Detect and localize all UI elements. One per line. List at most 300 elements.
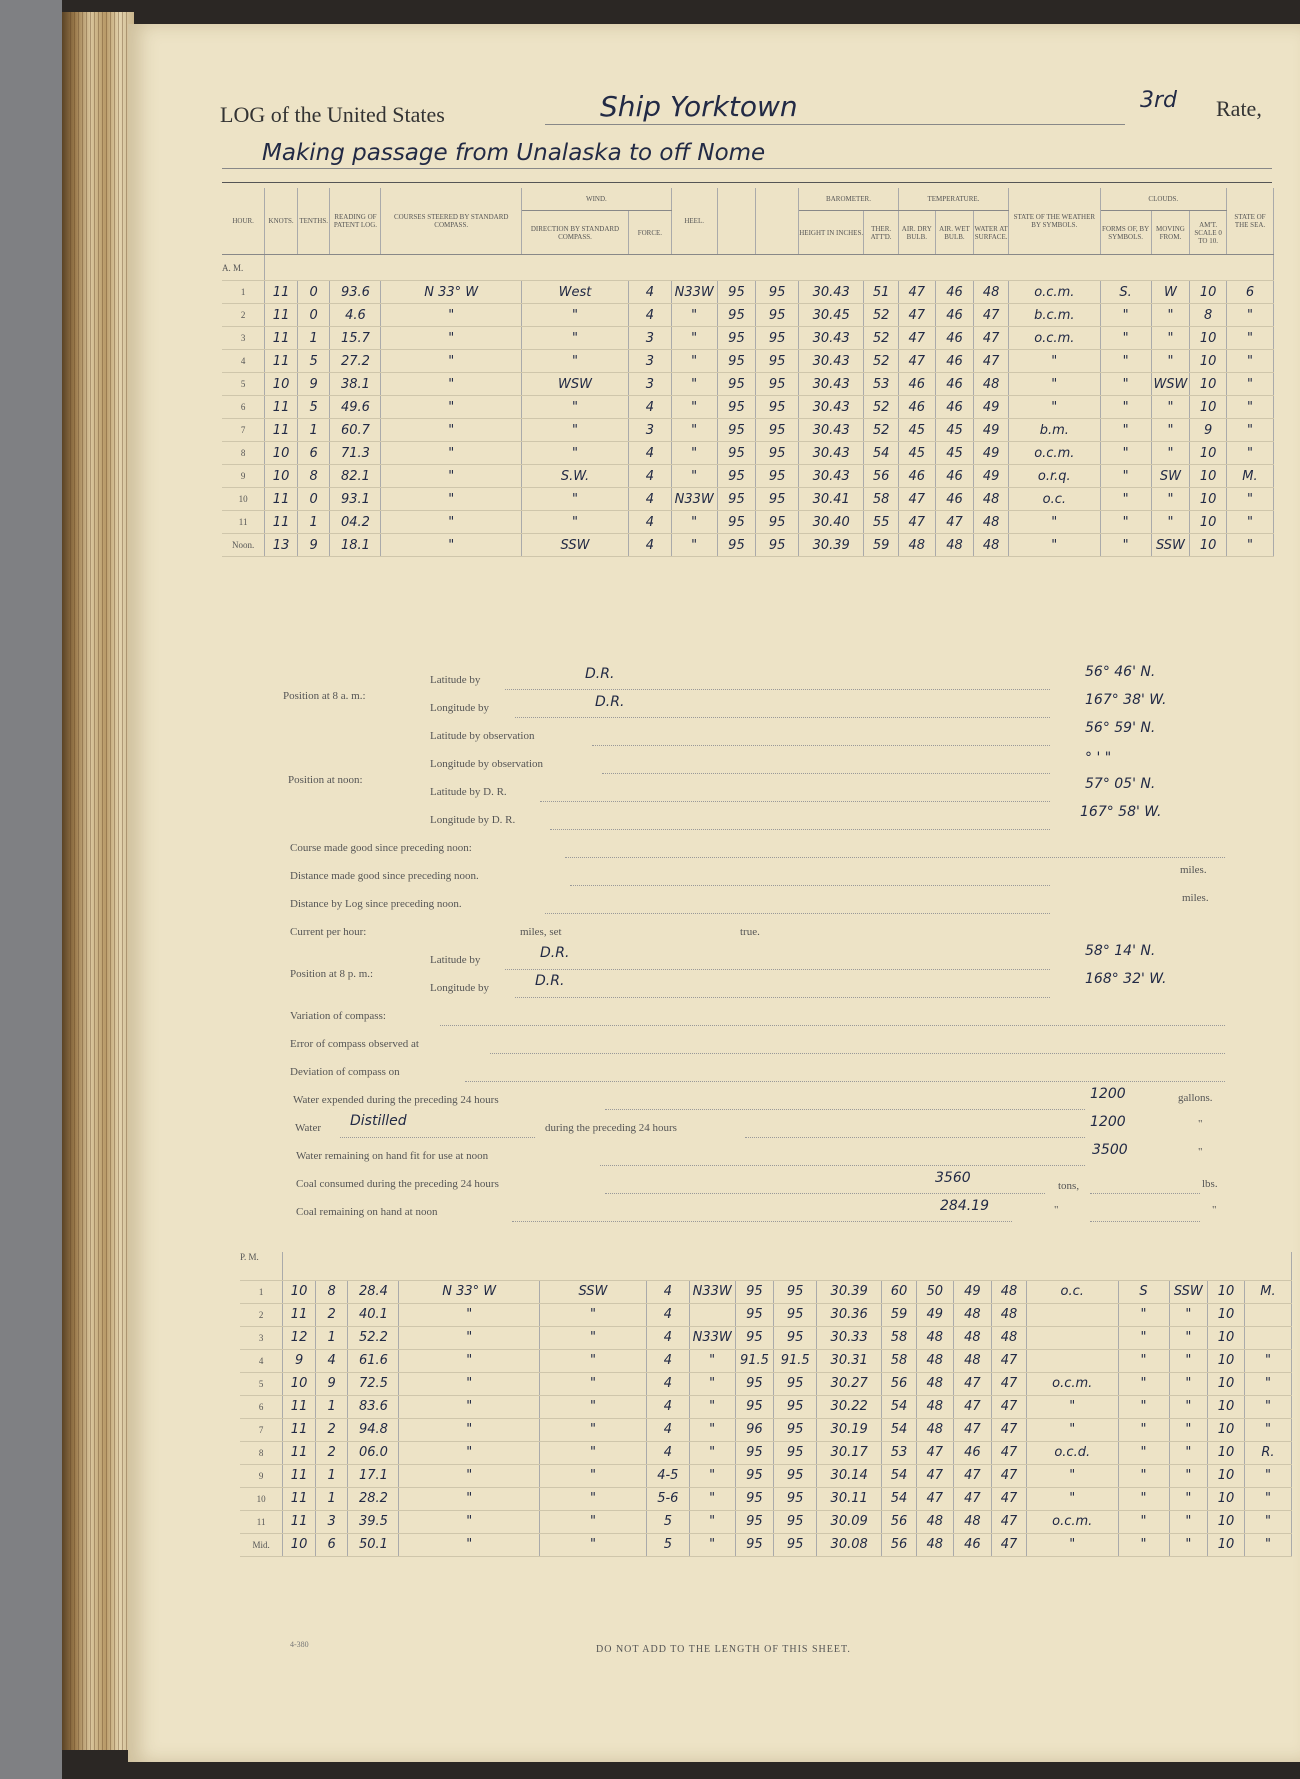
pm-log-row-cell: 48 (953, 1326, 992, 1349)
pm-log-row-cell: SSW (1169, 1280, 1208, 1303)
pm-log-row-cell: 28.2 (348, 1487, 399, 1510)
am-log-row-cell: 47 (974, 304, 1009, 327)
am-log-row-cell: " (1226, 304, 1273, 327)
lat-obs-value: 56° 59' N. (1085, 720, 1156, 736)
pm-log-row-cell: " (1118, 1464, 1169, 1487)
water-remaining-value: 3500 (1092, 1142, 1128, 1158)
pm-log-row-cell: " (1169, 1349, 1208, 1372)
am-log-row-cell: " (1100, 465, 1151, 488)
am-log-row-cell: 1 (222, 281, 265, 304)
pm-log-row-cell: 72.5 (348, 1372, 399, 1395)
pm-log-row-cell: " (1169, 1533, 1208, 1556)
pm-log-row-cell: " (1169, 1487, 1208, 1510)
am-log-row-cell: 10 (265, 465, 298, 488)
table-top-rule (222, 182, 1272, 183)
lon-obs-value: ° ' " (1085, 750, 1112, 766)
pm-log-row-cell: 47 (916, 1464, 953, 1487)
am-log-row-cell: 46 (935, 488, 974, 511)
am-log-row (222, 419, 1274, 442)
am-log-row-cell: 3 (628, 373, 671, 396)
am-log-row-cell: " (1100, 419, 1151, 442)
am-log-row-cell: " (1100, 511, 1151, 534)
lon-dr-line (550, 828, 1050, 830)
am-log-row (222, 350, 1274, 373)
pm-log-row-cell: 47 (992, 1487, 1027, 1510)
pm-log-row-cell: " (689, 1395, 735, 1418)
pm-log-row-cell: 11 (283, 1510, 316, 1533)
am-log-row-cell: 8 (1190, 304, 1227, 327)
am-log-row-cell: S.W. (522, 465, 629, 488)
pm-log-row-cell: o.c. (1026, 1280, 1118, 1303)
am-log-row-cell: " (671, 373, 717, 396)
pm-log-row-cell: " (1118, 1303, 1169, 1326)
am-log-row-cell: 5 (297, 396, 330, 419)
col-barometer: BAROMETER. (799, 188, 899, 211)
pm-log-row-cell: 10 (283, 1372, 316, 1395)
water-distilled-line (340, 1136, 535, 1138)
pm-log-row-cell: 39.5 (348, 1510, 399, 1533)
pm-log-row-cell: 30.33 (817, 1326, 882, 1349)
am-log-row-cell: 4 (628, 304, 671, 327)
pm-log-row-cell: 95 (774, 1464, 817, 1487)
lon-8pm-method: D.R. (535, 973, 565, 989)
pm-log-row-cell: 56 (882, 1372, 917, 1395)
pm-log-row-cell: 47 (992, 1418, 1027, 1441)
am-log-row-cell: " (381, 373, 522, 396)
pm-log-row (240, 1441, 1292, 1464)
form-code: 4-380 (290, 1640, 309, 1649)
pm-log-row-cell: " (689, 1418, 735, 1441)
pm-log-row-cell: 1 (240, 1280, 283, 1303)
am-log-row-cell: 13 (265, 534, 298, 557)
am-log-row-cell: 6 (222, 396, 265, 419)
am-log-row-cell: 30.43 (799, 419, 864, 442)
pm-log-row-cell: R. (1244, 1441, 1291, 1464)
pm-log-row-cell: " (1169, 1418, 1208, 1441)
am-log-row-cell: " (671, 534, 717, 557)
am-log-row-cell: SW (1151, 465, 1190, 488)
pm-log-row-cell: 11 (283, 1395, 316, 1418)
water-remaining-label: Water remaining on hand fit for use at noon (296, 1150, 489, 1162)
pm-log-row-cell: 1 (315, 1326, 348, 1349)
title-underline (545, 124, 1125, 125)
pm-log-row-cell: 10 (240, 1487, 283, 1510)
am-log-row-cell: 93.6 (330, 281, 381, 304)
col-amount: AM'T. SCALE 0 TO 10. (1190, 211, 1227, 255)
pm-log-row-cell: 47 (992, 1349, 1027, 1372)
am-log-row-cell: 10 (222, 488, 265, 511)
pm-log-row-cell: 48 (992, 1303, 1027, 1326)
pm-log-row-cell: " (1118, 1441, 1169, 1464)
am-log-row-cell: 95 (717, 373, 756, 396)
pm-log-row-cell: " (539, 1418, 646, 1441)
am-log-row-cell: 95 (717, 419, 756, 442)
pm-log-row-cell: 95 (735, 1487, 774, 1510)
pm-log-row-cell: 95 (735, 1280, 774, 1303)
pm-log-row-cell: 10 (1208, 1418, 1245, 1441)
am-log-row-cell: 10 (1190, 327, 1227, 350)
pm-log-row-cell: 48 (916, 1418, 953, 1441)
coal-consumed-line (605, 1192, 1045, 1194)
pm-log-row-cell: 11 (283, 1418, 316, 1441)
pm-log-row-cell: 10 (283, 1533, 316, 1556)
distance-made-label: Distance made good since preceding noon. (290, 870, 479, 882)
book-page-edges-lines (70, 12, 130, 1750)
footer-notice: DO NOT ADD TO THE LENGTH OF THIS SHEET. (596, 1644, 851, 1655)
am-log-row-cell: " (522, 327, 629, 350)
pm-log-row-cell: 30.22 (817, 1395, 882, 1418)
lon-8am-line (515, 716, 1050, 718)
am-log-row-cell: 10 (1190, 488, 1227, 511)
pm-log-row-cell: 91.5 (735, 1349, 774, 1372)
pm-log-row-cell: 48 (916, 1349, 953, 1372)
pm-log-row-cell: " (1169, 1303, 1208, 1326)
am-log-row-cell: 47 (898, 511, 935, 534)
am-log-row-cell: 45 (898, 442, 935, 465)
am-log-row-cell: 46 (898, 396, 935, 419)
coal-remaining-value: 284.19 (940, 1198, 989, 1214)
am-log-row-cell: 58 (864, 488, 899, 511)
pm-log-row-cell: 6 (315, 1533, 348, 1556)
am-log-row-cell: 38.1 (330, 373, 381, 396)
pm-log-row-cell: 30.09 (817, 1510, 882, 1533)
lbs-line (1090, 1192, 1200, 1194)
am-log-row-cell: W (1151, 281, 1190, 304)
am-log-row-cell: 30.45 (799, 304, 864, 327)
lat-obs-line (592, 744, 1050, 746)
am-log-row-cell: " (1100, 442, 1151, 465)
pm-log-row-cell: 47 (992, 1372, 1027, 1395)
pm-log-row-cell: 96 (735, 1418, 774, 1441)
am-log-row-cell: 95 (717, 281, 756, 304)
rate-label: Rate, (1216, 96, 1262, 121)
pm-log-row-cell: 4 (646, 1395, 689, 1418)
pm-log-row-cell: 5 (646, 1533, 689, 1556)
pm-log-row-cell: " (1244, 1510, 1291, 1533)
am-log-row-cell: 51 (864, 281, 899, 304)
am-log-row-cell: 95 (756, 396, 799, 419)
am-log-row-cell: S. (1100, 281, 1151, 304)
am-log-row-cell: " (671, 511, 717, 534)
pm-log-row-cell: 54 (882, 1487, 917, 1510)
pm-log-row-cell: " (689, 1533, 735, 1556)
am-log-row (222, 442, 1274, 465)
am-log-row-cell: " (1226, 442, 1273, 465)
pm-log-row-cell: 56 (882, 1533, 917, 1556)
col-wet-bulb: AIR. WET BULB. (935, 211, 974, 255)
am-log-row-cell: 6 (297, 442, 330, 465)
am-log-row-cell: N 33° W (381, 281, 522, 304)
am-log-row-cell: 3 (628, 327, 671, 350)
pm-log-row-cell: 30.19 (817, 1418, 882, 1441)
col-dry-bulb: AIR. DRY BULB. (898, 211, 935, 255)
am-log-row (222, 511, 1274, 534)
pm-log-row-cell: 10 (1208, 1349, 1245, 1372)
pm-log-row-cell: 2 (240, 1303, 283, 1326)
am-log-row-cell: 18.1 (330, 534, 381, 557)
lon-8pm-label: Longitude by (430, 982, 489, 994)
am-log-row-cell: 53 (864, 373, 899, 396)
pm-log-row-cell: 3 (315, 1510, 348, 1533)
pm-log-row-cell: 2 (315, 1441, 348, 1464)
am-log-row-cell: " (1226, 327, 1273, 350)
am-log-row-cell: 82.1 (330, 465, 381, 488)
pm-log-row-cell: " (539, 1303, 646, 1326)
am-log-row-cell: 95 (717, 465, 756, 488)
pm-log-row-cell: 95 (774, 1372, 817, 1395)
am-log-row-cell: 95 (717, 350, 756, 373)
am-log-row-cell: 0 (297, 281, 330, 304)
position-8pm-label: Position at 8 p. m.: (290, 968, 374, 980)
am-log-row-cell: M. (1226, 465, 1273, 488)
pm-log-row-cell: 12 (283, 1326, 316, 1349)
pm-log-row-cell: 95 (774, 1303, 817, 1326)
coal-consumed-value: 3560 (935, 1170, 971, 1186)
pm-log-row-cell: 95 (735, 1464, 774, 1487)
lat-8pm-line (505, 968, 1050, 970)
am-log-row-cell: 4.6 (330, 304, 381, 327)
pm-log-row-cell: " (399, 1441, 540, 1464)
am-log-row-cell: 95 (717, 488, 756, 511)
lat-dr-value: 57° 05' N. (1085, 776, 1156, 792)
error-line (490, 1052, 1225, 1054)
am-log-row-cell: 46 (935, 396, 974, 419)
pm-log-row-cell: " (1118, 1372, 1169, 1395)
am-log-row-cell: 04.2 (330, 511, 381, 534)
am-log-row-cell: SSW (1151, 534, 1190, 557)
pm-log-row-cell: " (399, 1487, 540, 1510)
am-log-row-cell: 95 (717, 396, 756, 419)
pm-log-row-cell (1244, 1326, 1291, 1349)
col-wind-force: FORCE. (628, 211, 671, 255)
pm-log-row-cell: 10 (1208, 1372, 1245, 1395)
pm-log-row-cell: " (1118, 1533, 1169, 1556)
pm-log-row-cell: 95 (735, 1533, 774, 1556)
pm-log-row-cell: " (1026, 1464, 1118, 1487)
am-log-row-cell: 30.39 (799, 534, 864, 557)
am-log-row-cell: " (522, 350, 629, 373)
am-log-row-cell: " (381, 511, 522, 534)
pm-log-row-cell: 47 (916, 1441, 953, 1464)
coal-remaining-line (512, 1220, 1012, 1222)
am-log-row-cell: 10 (1190, 534, 1227, 557)
pm-log-row-cell: 10 (1208, 1326, 1245, 1349)
am-log-row-cell: " (1226, 396, 1273, 419)
am-log-row-cell: 11 (265, 304, 298, 327)
am-log-row-cell: 10 (1190, 396, 1227, 419)
pm-log-row-cell: 83.6 (348, 1395, 399, 1418)
col-blank-a (717, 188, 756, 255)
lat-8pm-method: D.R. (540, 945, 570, 961)
pm-log-row-cell: S (1118, 1280, 1169, 1303)
am-log-row-cell: 95 (717, 534, 756, 557)
pm-log-row-cell: 48 (916, 1533, 953, 1556)
pm-label: P. M. (240, 1252, 283, 1280)
pm-log-row-cell: 60 (882, 1280, 917, 1303)
lat-dr-line (540, 800, 1050, 802)
pm-log-row-cell (1026, 1326, 1118, 1349)
am-log-row-cell: o.c.m. (1008, 281, 1100, 304)
am-log-row-cell: 4 (222, 350, 265, 373)
am-log-row-cell: " (1226, 350, 1273, 373)
am-log-row-cell: 48 (974, 488, 1009, 511)
am-log-row-cell: " (1151, 304, 1190, 327)
am-log-row-cell: 71.3 (330, 442, 381, 465)
lon-8pm-line (515, 996, 1050, 998)
pm-log-row-cell: 30.39 (817, 1280, 882, 1303)
pm-log-row-cell: " (399, 1326, 540, 1349)
am-log-row (222, 327, 1274, 350)
am-log-row-cell: 48 (974, 534, 1009, 557)
pm-log-row-cell: " (1244, 1464, 1291, 1487)
pm-log-row-cell: M. (1244, 1280, 1291, 1303)
pm-log-row-cell: " (539, 1464, 646, 1487)
am-log-row-cell: 47 (974, 327, 1009, 350)
pm-log-row-cell: 47 (916, 1487, 953, 1510)
col-heel: HEEL. (671, 188, 717, 255)
pm-log-row-cell: 49 (916, 1303, 953, 1326)
am-log-row-cell: WSW (1151, 373, 1190, 396)
am-log-row-cell: 56 (864, 465, 899, 488)
pm-log-row-cell: " (689, 1349, 735, 1372)
pm-log-row-cell: 10 (1208, 1280, 1245, 1303)
pm-log-row-cell: " (1026, 1533, 1118, 1556)
pm-log-row-cell: " (539, 1510, 646, 1533)
am-log-row-cell: " (1008, 534, 1100, 557)
am-log-row-cell: 3 (628, 419, 671, 442)
am-log-row-cell: " (381, 396, 522, 419)
col-courses: COURSES STEERED BY STANDARD COMPASS. (381, 188, 522, 255)
col-state-sea: STATE OF THE SEA. (1226, 188, 1273, 255)
pm-log-row-cell: 5 (240, 1372, 283, 1395)
pm-log-row-cell: 95 (774, 1510, 817, 1533)
pm-log-row-cell: " (399, 1349, 540, 1372)
lat-8am-value: 56° 46' N. (1085, 664, 1156, 680)
am-log-row-cell: " (381, 419, 522, 442)
pm-log-row-cell (689, 1303, 735, 1326)
pm-label-spacer (283, 1252, 1292, 1280)
pm-log-row-cell: 2 (315, 1418, 348, 1441)
pm-log-row-cell: " (539, 1487, 646, 1510)
am-log-row-cell: 95 (717, 304, 756, 327)
pm-log-row-cell: " (1026, 1418, 1118, 1441)
am-log-row-cell: 4 (628, 511, 671, 534)
am-log-row-cell: 95 (756, 465, 799, 488)
am-log-row-cell: 47 (898, 350, 935, 373)
am-log-table (222, 188, 1274, 557)
am-log-row-cell: 46 (935, 350, 974, 373)
pm-log-row-cell: " (1244, 1349, 1291, 1372)
current-true: true. (740, 926, 760, 938)
pm-log-row-cell: " (689, 1464, 735, 1487)
pm-log-row-cell: 06.0 (348, 1441, 399, 1464)
am-log-row (222, 281, 1274, 304)
pm-log-row-cell: " (1244, 1418, 1291, 1441)
pm-log-row-cell: 95 (735, 1372, 774, 1395)
am-log-row-cell: 52 (864, 304, 899, 327)
pm-log-row-cell: 10 (1208, 1510, 1245, 1533)
pm-log-row-cell: 61.6 (348, 1349, 399, 1372)
am-log-row-cell: 10 (1190, 373, 1227, 396)
pm-log-row-cell: " (539, 1349, 646, 1372)
pm-log-row-cell: 48 (953, 1303, 992, 1326)
am-log-row-cell: " (381, 488, 522, 511)
am-log-row-cell: 30.40 (799, 511, 864, 534)
lon-8am-value: 167° 38' W. (1085, 692, 1167, 708)
pm-log-row-cell: Mid. (240, 1533, 283, 1556)
am-log-row-cell: " (522, 511, 629, 534)
col-wind-dir: DIRECTION BY STANDARD COMPASS. (522, 211, 629, 255)
pm-log-row-cell: 48 (953, 1510, 992, 1533)
am-log-row-cell: " (1151, 327, 1190, 350)
am-log-row-cell: West (522, 281, 629, 304)
am-log-row-cell: b.m. (1008, 419, 1100, 442)
pm-log-row-cell: 47 (953, 1395, 992, 1418)
am-log-row-cell: WSW (522, 373, 629, 396)
am-log-row-cell: " (522, 419, 629, 442)
pm-log-row-cell: " (1118, 1326, 1169, 1349)
water-label: Water (295, 1122, 321, 1134)
am-log-row-cell: " (1100, 373, 1151, 396)
pm-log-row-cell: " (399, 1533, 540, 1556)
pm-log-row-cell: 8 (240, 1441, 283, 1464)
col-knots: KNOTS. (265, 188, 298, 255)
am-log-row-cell: 9 (297, 373, 330, 396)
pm-log-row-cell: 54 (882, 1418, 917, 1441)
am-log-row-cell: " (671, 327, 717, 350)
pm-log-row-cell: 95 (735, 1510, 774, 1533)
distance-made-miles: miles. (1180, 864, 1207, 876)
am-log-row-cell: " (671, 396, 717, 419)
pm-log-row (240, 1510, 1292, 1533)
tons-label: tons, (1058, 1180, 1080, 1192)
pm-log-row-cell: " (1244, 1487, 1291, 1510)
am-log-row-cell: 95 (756, 281, 799, 304)
pm-log-row-cell: 4 (646, 1372, 689, 1395)
pm-log-row-cell: " (539, 1533, 646, 1556)
am-log-row-cell: " (671, 304, 717, 327)
col-temperature: TEMPERATURE. (898, 188, 1008, 211)
pm-log-row-cell: " (1244, 1533, 1291, 1556)
am-log-row-cell: 30.43 (799, 327, 864, 350)
am-log-row-cell: " (1226, 511, 1273, 534)
am-log-row-cell: 47 (974, 350, 1009, 373)
am-log-row-cell: 59 (864, 534, 899, 557)
pm-log-row-cell: 11 (283, 1487, 316, 1510)
pm-log-row-cell: 56 (882, 1510, 917, 1533)
am-log-row-cell: " (1100, 488, 1151, 511)
course-made-label: Course made good since preceding noon: (290, 842, 472, 854)
am-log-row-cell: 4 (628, 534, 671, 557)
col-reading: READING OF PATENT LOG. (330, 188, 381, 255)
pm-log-row-cell: 48 (916, 1326, 953, 1349)
am-log-row-cell: " (381, 327, 522, 350)
variation-label: Variation of compass: (290, 1010, 386, 1022)
am-log-row-cell: 47 (898, 281, 935, 304)
pm-log-row-cell: 53 (882, 1441, 917, 1464)
pm-log-row-cell: 30.11 (817, 1487, 882, 1510)
am-log-row-cell: 10 (265, 373, 298, 396)
am-log-row-cell: 95 (756, 304, 799, 327)
am-log-row-cell: " (1100, 396, 1151, 419)
water-distilled-ditto: " (1198, 1118, 1203, 1130)
am-log-row-cell: 1 (297, 327, 330, 350)
pm-log-row-cell: 10 (1208, 1487, 1245, 1510)
am-log-row-cell: 8 (297, 465, 330, 488)
deviation-line (465, 1080, 1225, 1082)
pm-log-row-cell: " (399, 1303, 540, 1326)
coal-remaining-ditto-2: " (1212, 1204, 1217, 1216)
